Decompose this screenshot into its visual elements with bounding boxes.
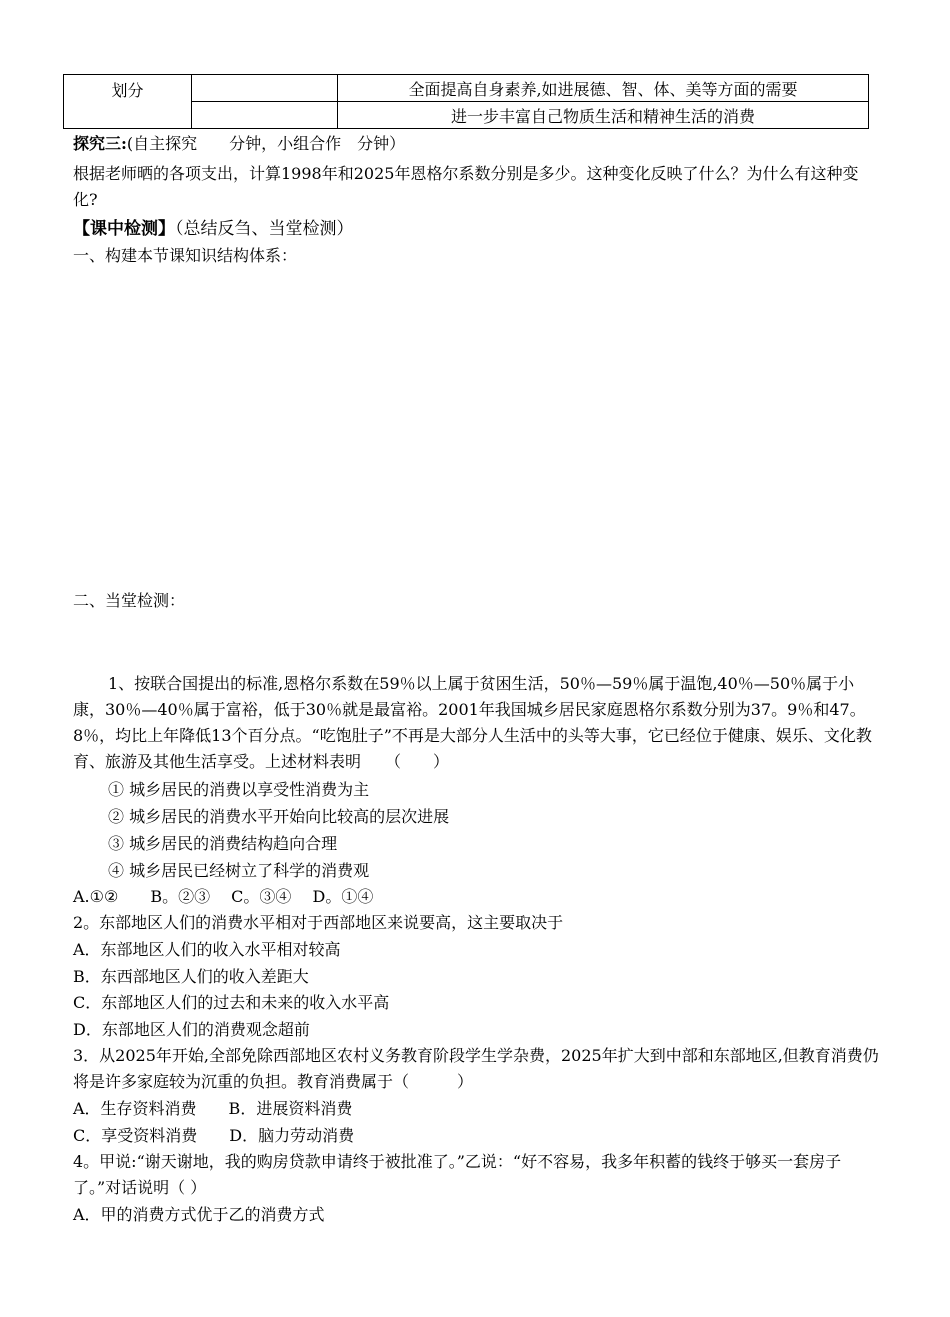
q2-option-b: B．东西部地区人们的收入差距大 [73, 967, 309, 986]
q1-item-3: ③ 城乡居民的消费结构趋向合理 [108, 834, 338, 853]
section-heading [73, 216, 354, 242]
q1-item-1: ① 城乡居民的消费以享受性消费为主 [108, 780, 370, 799]
q2-stem: 2。东部地区人们的消费水平相对于西部地区来说要高，这主要取决于 [73, 913, 564, 932]
q4-stem: 4。甲说:“谢天谢地，我的购房贷款申请终于被批准了。”乙说：“好不容易，我多年积蓄的钱终于够买一套房子了。”对话说明（ ） [73, 1152, 842, 1197]
table-cell: 进一步丰富自己物质生活和精神生活的消费 [338, 102, 869, 129]
part2-label: 二、当堂检测： [73, 591, 186, 610]
q2-option-c: C．东部地区人们的过去和未来的收入水平高 [73, 993, 390, 1012]
q1-item-2: ② 城乡居民的消费水平开始向比较高的层次进展 [108, 807, 450, 826]
q1-item-4: ④ 城乡居民已经树立了科学的消费观 [108, 861, 370, 880]
table-cell-empty [192, 102, 338, 129]
table-row [64, 75, 869, 102]
section-title-hint: （总结反刍、当堂检测） [175, 219, 354, 239]
table-row-label: 划分 [64, 75, 192, 129]
q2-option-a: A．东部地区人们的收入水平相对较高 [73, 940, 341, 959]
explore3-text: 根据老师晒的各项支出，计算1998年和2025年恩格尔系数分别是多少。这种变化反映了什么？为什么有这种变化? [73, 164, 859, 209]
q2-option-d: D．东部地区人们的消费观念超前 [73, 1020, 310, 1039]
table-cell: 全面提高自身素养,如进展德、智、体、美等方面的需要 [338, 75, 869, 102]
explore3-heading [73, 131, 405, 157]
explore3-label: 探究三: [73, 134, 127, 153]
q4-option-a: A．甲的消费方式优于乙的消费方式 [73, 1205, 325, 1224]
explore3-hint: (自主探究 分钟，小组合作 分钟） [126, 134, 406, 153]
q3-stem: 3．从2025年开始,全部免除西部地区农村义务教育阶段学生学杂费，2025年扩大到中部和东部地区,但教育消费仍将是许多家庭较为沉重的负担。教育消费属于（ ） [73, 1046, 879, 1091]
classification-table [63, 74, 869, 129]
q3-options-ab: A．生存资料消费 B．进展资料消费 [73, 1099, 353, 1118]
q3-options-cd: C．享受资料消费 D．脑力劳动消费 [73, 1126, 355, 1145]
q1-stem: 1、按联合国提出的标准,恩格尔系数在59％以上属于贫困生活，50％—59％属于温饱,40％—50％属于小康，30％—40％属于富裕，低于30％就是最富裕。2001年我国城乡居民家庭恩格尔系数分别为37。9％和47。8％，均比上年降低13个百分点。“吃饱肚子”不再是大部分人生活中的头等大事，它已经位于健康、娱乐、文化教育、旅游及其他生活享受。上述材料表明 （ ） [73, 674, 872, 771]
section-title: 【课中检测】 [73, 219, 175, 239]
q1-options: A.①② B。②③ C。③④ D。①④ [73, 887, 374, 906]
part1-label: 一、构建本节课知识结构体系： [73, 246, 298, 265]
table-cell-empty [192, 75, 338, 102]
